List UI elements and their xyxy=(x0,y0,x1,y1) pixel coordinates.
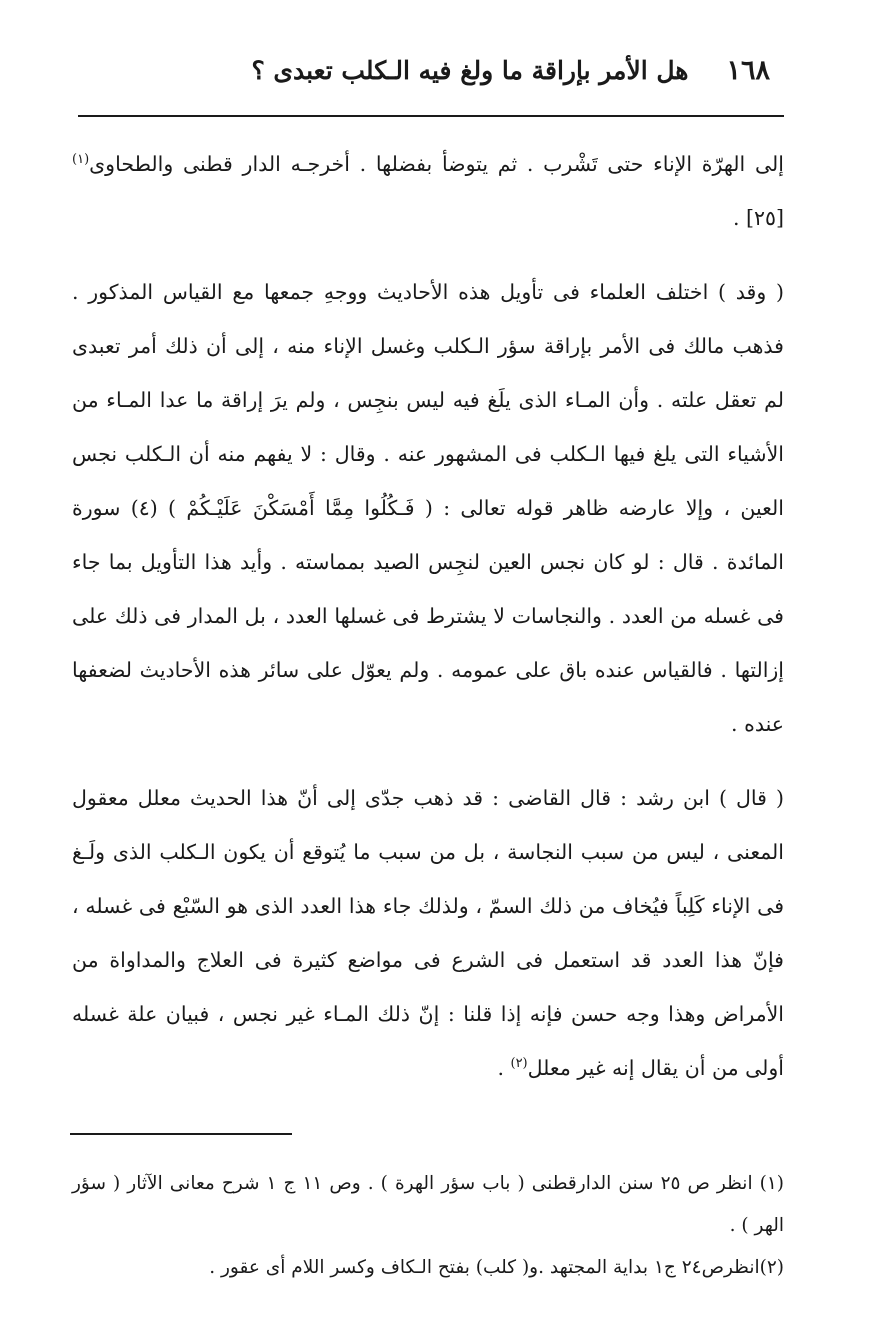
bracket-reference: [٢٥] . xyxy=(732,206,784,230)
footnote-rule xyxy=(70,1133,292,1135)
footnote-2: (٢)انظرص٢٤ ج١ بداية المجتهد .و( كلب) بفتح الـكاف وكسر اللام أى عقور . xyxy=(209,1257,784,1278)
paragraph-3-end: . xyxy=(497,1056,511,1080)
footnote-mark-2: (٢) xyxy=(510,1056,528,1072)
page-header xyxy=(72,55,784,107)
footnote-1: (١) انظر ص ٢٥ سنن الدارقطنى ( باب سؤر الهرة ) . وص ١١ ج ١ شرح معانى الآثار ( سؤر الهر ) . xyxy=(72,1173,784,1236)
running-title: هل الأمر بإراقة ما ولغ فيه الـكلب تعبدى ؟ xyxy=(251,56,689,85)
paragraph-1-text: إلى الهرّة الإناء حتى تَشْرب . ثم يتوضأ بفضلها . أخرجـه الدار قطنى والطحاوى xyxy=(89,152,784,176)
paragraph-1 xyxy=(72,137,784,245)
paragraph-3 xyxy=(72,771,784,1095)
paragraph-3-text: ( قال ) ابن رشد : قال القاضى : قد ذهب جدّى إلى أنّ هذا الحديث معلل معقول المعنى ، ليس من سبب النجاسة ، بل من سبب ما يُتوقع أن يكون الـكلب الذى ولَـغ فى الإناء كَلِباً فيُخاف من ذلك السمّ ، ولذلك جاء هذا العدد الذى هو السّبْع فى غسله ، فإنّ هذا العدد قد استعمل فى الشرع فى مواضع كثيرة فى العلاج والمداواة من الأمراض وهذا وجه حسن فإنه إذا قلنا : إنّ ذلك المـاء غير نجس ، فبيان علة غسله أولى من أن يقال إنه غير معلل xyxy=(72,786,784,1080)
page-number: ١٦٨ xyxy=(726,55,770,86)
paragraph-2: ( وقد ) اختلف العلماء فى تأويل هذه الأحاديث ووجهِ جمعها مع القياس المذكور . فذهب مالك فى الأمر بإراقة سؤر الـكلب وغسل الإناء منه ، إلى أن ذلك أمر تعبدى لم تعقل علته . وأن المـاء الذى يلَغ فيه ليس بنجِس ، ولم يرَ إراقة ما عدا المـاء من الأشياء التى يلغ فيها الـكلب فى المشهور عنه . وقال : لا يفهم منه أن الـكلب نجس العين ، وإلا عارضه ظاهر قوله تعالى : ( فَـكُلُوا مِمَّا أَمْسَكْنَ عَلَيْـكُمْ ) (٤) سورة المائدة . قال : لو كان نجس العين لنجِس الصيد بمماسته . وأيد هذا التأويل بما جاء فى غسله من العدد . والنجاسات لا يشترط فى غسلها العدد ، بل المدار فى ذلك على إزالتها . فالقياس عنده باق على عمومه . ولم يعوّل على سائر هذه الأحاديث لضعفها عنده . xyxy=(72,280,785,736)
book-page xyxy=(72,55,784,1289)
header-rule xyxy=(78,115,784,117)
footnotes xyxy=(72,1163,784,1289)
footnote-mark-1: (١) xyxy=(72,152,90,168)
